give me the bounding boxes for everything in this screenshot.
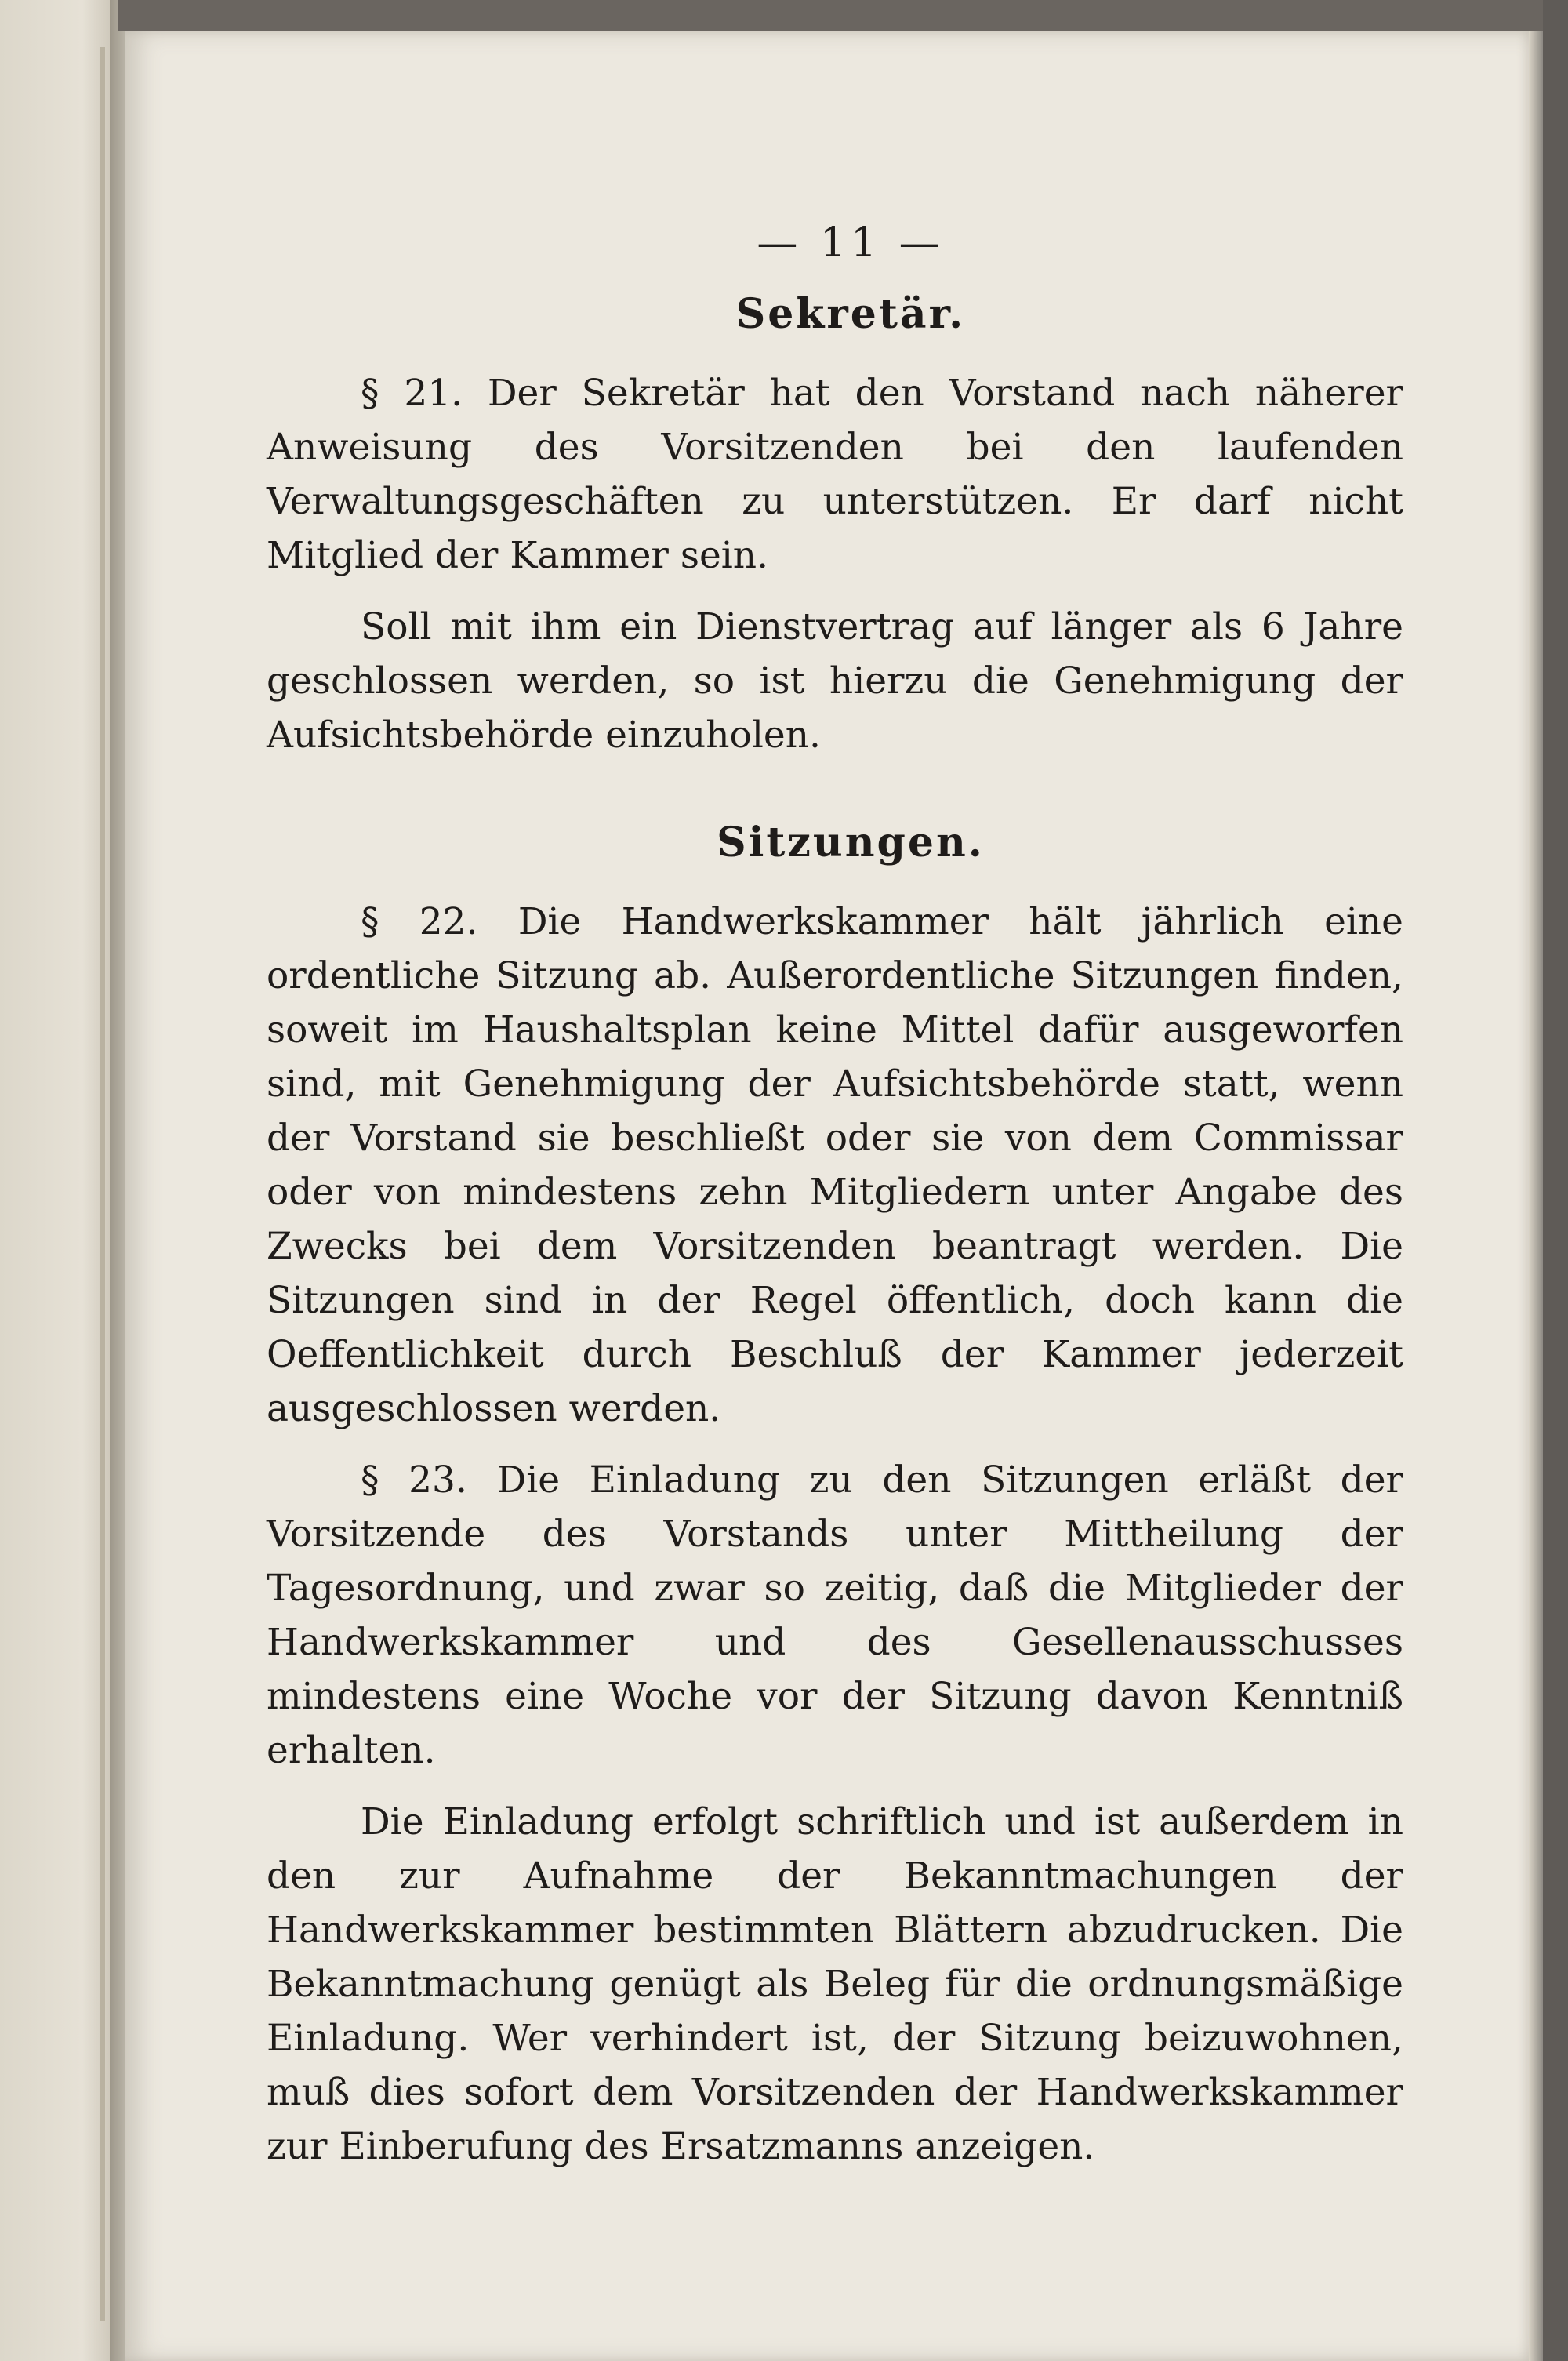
page-stack-edge	[1529, 31, 1543, 2361]
page-number: — 11 —	[757, 220, 945, 267]
paragraph-23-continued: Die Einladung erfolgt schriftlich und ist außerdem in den zur Aufnahme der Bekanntmachungen der Handwerkskammer bestimmten Blättern abzudrucken. Die Bekanntmachung genügt als Beleg für die ordnungsmäßige Einladung. Wer verhindert ist, der Sitzung beizuwohnen, muß dies sofort dem Vorsitzenden der Handwerkskammer zur Einberufung des Ersatzmanns anzeigen.	[267, 1800, 1403, 2168]
paragraph-22: § 22. Die Handwerkskammer hält jährlich eine ordentliche Sitzung ab. Außerordentliche Sitzungen finden, soweit im Haushaltsplan keine Mittel dafür ausgeworfen sind, mit Genehmigung der Aufsichtsbehörde statt, wenn der Vorstand sie beschließt oder sie von dem Commissar oder von mindestens zehn Mitgliedern unter Angabe des Zwecks bei dem Vorsitzenden beantragt werden. Die Sitzungen sind in der Regel öffentlich, doch kann die Oeffentlichkeit durch Beschluß der Kammer jederzeit ausgeschlossen werden.	[267, 900, 1403, 1430]
section-heading-sitzungen: Sitzungen.	[717, 819, 985, 866]
paragraph-23: § 23. Die Einladung zu den Sitzungen erläßt der Vorsitzende des Vorstands unter Mittheilung der Tagesordnung, und zwar so zeitig, daß die Mitglieder der Handwerkskammer und des Gesellenausschusses mindestens eine Woche vor der Sitzung davon Kenntniß erhalten.	[267, 1458, 1403, 1772]
paragraph-21-continued: Soll mit ihm ein Dienstvertrag auf länger als 6 Jahre geschlossen werden, so ist hierzu die Genehmigung der Aufsichtsbehörde einzuholen.	[267, 605, 1403, 757]
paragraph-21: § 21. Der Sekretär hat den Vorstand nach näherer Anweisung des Vorsitzenden bei den laufenden Verwaltungsgeschäften zu unterstützen. Er darf nicht Mitglied der Kammer sein.	[267, 372, 1403, 577]
facing-page-edge	[0, 0, 118, 2361]
page-fold-line	[100, 47, 105, 2321]
background-top	[118, 0, 1543, 31]
background-right	[1543, 0, 1568, 2361]
section-spacer	[267, 779, 1403, 819]
section-heading-sekretaer: Sekretär.	[735, 290, 966, 338]
page-content	[267, 220, 1403, 2191]
